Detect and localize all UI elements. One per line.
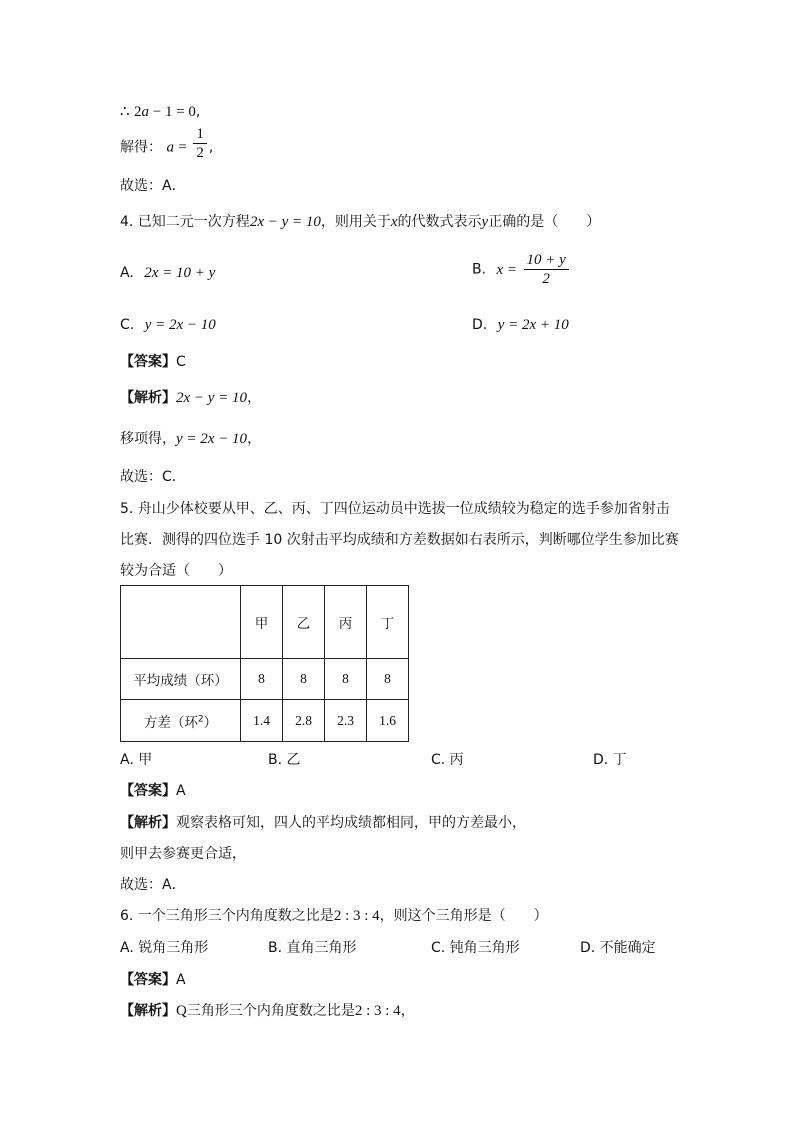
option-expr: y = 2x − 10 <box>144 317 216 333</box>
table-row-average <box>121 659 409 700</box>
q6-ratio: 2 : 3 : 4 <box>333 908 380 924</box>
q4-option-b <box>472 252 571 287</box>
header-empty <box>121 586 241 659</box>
analysis-comma: ， <box>247 390 262 406</box>
table-cell: 8 <box>367 659 409 700</box>
q4-option-d <box>472 315 569 335</box>
answer-tag: 【答案】 <box>120 354 176 370</box>
option-expr: y = 2x + 10 <box>497 317 569 333</box>
q4-option-a <box>120 263 215 283</box>
q4-option-c <box>120 315 216 335</box>
answer-value: A <box>176 783 186 799</box>
frac-num: 1 <box>196 126 204 142</box>
variance-label: 方差（环 <box>143 714 198 731</box>
q5-line-3: 较为合适（ ） <box>120 563 232 579</box>
because-glyph: Q <box>176 1003 187 1019</box>
q4-suffix-1: ，则用关于 <box>320 214 391 230</box>
header-jia: 甲 <box>241 586 283 659</box>
q4-suffix-2: 的代数式表示 <box>397 214 482 230</box>
therefore-symbol: ∴ <box>120 104 130 120</box>
header-ding: 丁 <box>367 586 409 659</box>
option-lhs: x = <box>496 261 518 278</box>
q4-number: 4. <box>120 214 134 230</box>
table-cell: 2.8 <box>283 700 325 742</box>
table-cell: 1.4 <box>241 700 283 742</box>
move-label: 移项得， <box>120 431 176 447</box>
table-cell: 8 <box>283 659 325 700</box>
q6-option-c: C. 钝角三角形 <box>431 940 520 956</box>
q5-option-b: B. 乙 <box>268 752 301 768</box>
frac-den: 2 <box>524 269 569 287</box>
table-cell: 1.6 <box>367 700 409 742</box>
fraction-half <box>193 126 207 161</box>
analysis-end: ， <box>400 1003 415 1019</box>
solve-line <box>120 126 214 161</box>
option-label: B. <box>472 261 487 278</box>
option-label: C. <box>120 317 135 333</box>
answer-value: C <box>176 354 186 370</box>
q4-suffix-3: 正确的是（ ） <box>488 214 601 230</box>
solve-label: 解得： <box>120 139 162 156</box>
equals-sign: = <box>178 139 187 156</box>
option-label: A. <box>120 265 134 281</box>
move-comma: ， <box>247 431 262 447</box>
table-cell: 8 <box>325 659 367 700</box>
therefore-line <box>120 102 200 122</box>
table-row-variance <box>121 700 409 742</box>
row-label-average: 平均成绩（环） <box>121 659 241 700</box>
header-yi: 乙 <box>283 586 325 659</box>
analysis-tag: 【解析】 <box>120 390 176 406</box>
q4-prefix: 已知二元一次方程 <box>137 214 250 230</box>
frac-num: 10 + y <box>526 252 566 268</box>
q5-data-table <box>120 585 409 742</box>
var-a: a <box>166 139 174 156</box>
q6-analysis <box>120 1001 415 1021</box>
q6-stem <box>120 906 548 926</box>
q5-analysis-2: 则甲去参赛更合适， <box>120 846 246 862</box>
analysis-tag: 【解析】 <box>120 815 176 831</box>
analysis-ratio: 2 : 3 : 4 <box>354 1003 401 1019</box>
analysis-tag: 【解析】 <box>120 1003 176 1019</box>
variance-sup: 2 <box>197 714 204 724</box>
q4-stem <box>120 212 600 232</box>
q6-option-b: B. 直角三角形 <box>268 940 357 956</box>
analysis-text: 三角形三个内角度数之比是 <box>186 1003 355 1019</box>
comma: , <box>195 104 201 120</box>
q4-var-x: x <box>390 214 398 230</box>
table-cell: 8 <box>241 659 283 700</box>
q4-choose: 故选：C． <box>120 469 186 485</box>
analysis-eq: 2x − y = 10 <box>176 390 248 406</box>
q4-answer <box>120 352 186 372</box>
frac-den: 2 <box>193 143 207 161</box>
q5-option-c: C. 丙 <box>431 752 464 768</box>
table-header-row <box>121 586 409 659</box>
analysis-text: 观察表格可知，四人的平均成绩都相同，甲的方差最小， <box>176 815 526 831</box>
comma2: , <box>208 139 214 156</box>
q4-analysis <box>120 388 261 408</box>
q5-option-a: A. 甲 <box>120 752 153 768</box>
q6-answer <box>120 970 186 990</box>
q5-line-1: 5. 舟山少体校要从甲、乙、丙、丁四位运动员中选拔一位成绩较为稳定的选手参加省射击 <box>120 501 670 517</box>
q6-option-a: A. 锐角三角形 <box>120 940 209 956</box>
row-label-variance <box>121 700 241 742</box>
choose-a-1: 故选：A． <box>120 178 186 194</box>
q4-equation: 2x − y = 10 <box>249 214 321 230</box>
q6-suffix: ，则这个三角形是（ ） <box>379 908 548 924</box>
table-cell: 2.3 <box>325 700 367 742</box>
q4-var-y: y <box>481 214 489 230</box>
option-fraction <box>524 252 569 287</box>
q6-option-d: D. 不能确定 <box>580 940 656 956</box>
q6-prefix: 6. 一个三角形三个内角度数之比是 <box>120 908 334 924</box>
q4-move <box>120 429 261 449</box>
q5-analysis <box>120 813 526 833</box>
q5-answer <box>120 781 186 801</box>
answer-tag: 【答案】 <box>120 783 176 799</box>
answer-value: A <box>176 972 186 988</box>
answer-tag: 【答案】 <box>120 972 176 988</box>
eq-2a: 2a − 1 = 0 <box>134 104 196 120</box>
q5-choose: 故选：A． <box>120 877 186 893</box>
q5-option-d: D. 丁 <box>593 752 627 768</box>
option-label: D. <box>472 317 488 333</box>
option-expr: 2x = 10 + y <box>144 265 216 281</box>
q5-line-2: 比赛．测得的四位选手 10 次射击平均成绩和方差数据如右表所示，判断哪位学生参加比赛 <box>120 532 679 548</box>
header-bing: 丙 <box>325 586 367 659</box>
move-eq: y = 2x − 10 <box>176 431 248 447</box>
variance-close: ） <box>203 714 218 731</box>
